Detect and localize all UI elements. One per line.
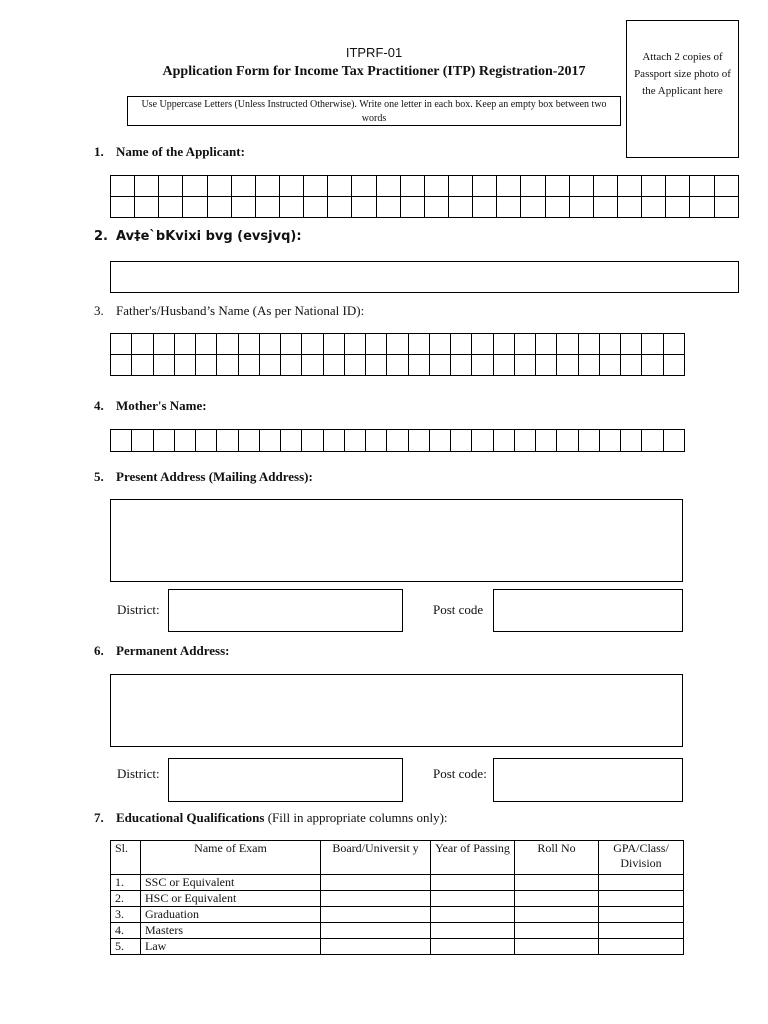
letter-box[interactable]	[159, 197, 183, 218]
district-label: District:	[117, 602, 160, 617]
section-label: Father's/Husband’s Name (As per National ID):	[116, 303, 365, 318]
section-label: Educational Qualifications	[116, 810, 265, 825]
letter-box[interactable]	[642, 176, 666, 197]
row-sl: 4.	[111, 923, 141, 939]
gpa-cell[interactable]	[599, 907, 684, 923]
letter-box[interactable]	[302, 430, 323, 452]
letter-box[interactable]	[448, 197, 472, 218]
letter-box[interactable]	[207, 176, 231, 197]
row-sl: 5.	[111, 939, 141, 955]
gpa-cell[interactable]	[599, 891, 684, 907]
letter-box[interactable]	[304, 197, 328, 218]
letter-box[interactable]	[217, 430, 238, 452]
letter-box[interactable]	[642, 334, 663, 355]
letter-box[interactable]	[111, 430, 132, 452]
letter-box[interactable]	[231, 176, 255, 197]
letter-box[interactable]	[493, 355, 514, 376]
letter-box[interactable]	[663, 355, 685, 376]
table-row	[111, 907, 684, 923]
col-header-board: Board/Universit y	[321, 841, 431, 875]
roll-cell[interactable]	[515, 923, 599, 939]
letter-box[interactable]	[521, 176, 545, 197]
letter-box[interactable]	[196, 334, 217, 355]
letter-box[interactable]	[323, 334, 344, 355]
letter-box[interactable]	[238, 430, 259, 452]
postcode-label: Post code:	[433, 766, 487, 781]
letter-box[interactable]	[663, 430, 685, 452]
letter-box[interactable]	[153, 334, 174, 355]
letter-box[interactable]	[545, 176, 569, 197]
letter-box[interactable]	[621, 355, 642, 376]
letter-box[interactable]	[429, 355, 450, 376]
table-row	[111, 875, 684, 891]
row-exam: Masters	[141, 923, 321, 939]
section-number: 5.	[94, 469, 104, 484]
letter-box[interactable]	[472, 355, 493, 376]
letter-box[interactable]	[352, 176, 376, 197]
letter-box[interactable]	[279, 197, 303, 218]
letter-box[interactable]	[344, 430, 365, 452]
education-header-row	[111, 841, 684, 875]
letter-box[interactable]	[259, 355, 280, 376]
permanent-district-field[interactable]	[168, 758, 403, 802]
section-2-heading	[94, 228, 302, 244]
letter-box[interactable]	[279, 176, 303, 197]
letter-box[interactable]	[578, 355, 599, 376]
letter-box[interactable]	[183, 176, 207, 197]
col-header-roll: Roll No	[515, 841, 599, 875]
letter-box[interactable]	[569, 176, 593, 197]
letter-box[interactable]	[111, 197, 135, 218]
letter-box[interactable]	[593, 197, 617, 218]
district-label: District:	[117, 766, 160, 781]
letter-box[interactable]	[302, 355, 323, 376]
year-cell[interactable]	[431, 939, 515, 955]
board-cell[interactable]	[321, 939, 431, 955]
letter-box[interactable]	[557, 334, 578, 355]
letter-box[interactable]	[153, 355, 174, 376]
letter-box[interactable]	[617, 176, 641, 197]
letter-box[interactable]	[714, 176, 738, 197]
letter-box[interactable]	[497, 176, 521, 197]
letter-box[interactable]	[429, 430, 450, 452]
letter-box[interactable]	[424, 176, 448, 197]
letter-box[interactable]	[352, 197, 376, 218]
father-name-grid[interactable]	[110, 333, 685, 376]
permanent-address-field[interactable]	[110, 674, 683, 747]
letter-box[interactable]	[599, 334, 620, 355]
letter-box[interactable]	[387, 430, 408, 452]
section-number: 7.	[94, 810, 104, 825]
mother-name-grid[interactable]	[110, 429, 685, 452]
letter-box[interactable]	[429, 334, 450, 355]
letter-box[interactable]	[569, 197, 593, 218]
applicant-name-grid[interactable]	[110, 175, 739, 218]
section-5-heading	[94, 469, 313, 485]
section-label: Present Address (Mailing Address):	[116, 469, 313, 484]
permanent-postcode-field[interactable]	[493, 758, 683, 802]
letter-box[interactable]	[304, 176, 328, 197]
board-cell[interactable]	[321, 891, 431, 907]
letter-box[interactable]	[578, 430, 599, 452]
letter-box[interactable]	[451, 334, 472, 355]
letter-box[interactable]	[714, 197, 738, 218]
letter-box[interactable]	[599, 430, 620, 452]
letter-box[interactable]	[536, 355, 557, 376]
year-cell[interactable]	[431, 907, 515, 923]
board-cell[interactable]	[321, 923, 431, 939]
board-cell[interactable]	[321, 875, 431, 891]
letter-box[interactable]	[132, 355, 153, 376]
letter-box[interactable]	[642, 197, 666, 218]
section-number: 6.	[94, 643, 104, 658]
letter-box[interactable]	[255, 197, 279, 218]
roll-cell[interactable]	[515, 891, 599, 907]
section-label: Name of the Applicant:	[116, 144, 245, 159]
letter-box[interactable]	[111, 355, 132, 376]
row-exam: SSC or Equivalent	[141, 875, 321, 891]
gpa-cell[interactable]	[599, 875, 684, 891]
instruction-box: Use Uppercase Letters (Unless Instructed Otherwise). Write one letter in each box. Keep an empty box between two words	[127, 96, 621, 126]
letter-box[interactable]	[259, 334, 280, 355]
section-label-bangla: Av‡e`bKvixi bvg (evsjvq):	[116, 229, 302, 244]
letter-box[interactable]	[593, 176, 617, 197]
letter-box[interactable]	[690, 197, 714, 218]
letter-box[interactable]	[376, 197, 400, 218]
letter-box[interactable]	[183, 197, 207, 218]
col-header-gpa: GPA/Class/ Division	[599, 841, 684, 875]
letter-box[interactable]	[493, 430, 514, 452]
letter-box[interactable]	[666, 197, 690, 218]
letter-box[interactable]	[153, 430, 174, 452]
letter-box[interactable]	[132, 334, 153, 355]
letter-box[interactable]	[132, 430, 153, 452]
letter-box[interactable]	[642, 430, 663, 452]
letter-box[interactable]	[666, 176, 690, 197]
letter-box[interactable]	[344, 355, 365, 376]
letter-box[interactable]	[472, 430, 493, 452]
present-address-field[interactable]	[110, 499, 683, 582]
letter-box[interactable]	[536, 334, 557, 355]
section-number: 1.	[94, 144, 104, 159]
row-sl: 3.	[111, 907, 141, 923]
letter-box-row	[111, 430, 685, 452]
letter-box[interactable]	[302, 334, 323, 355]
letter-box[interactable]	[536, 430, 557, 452]
table-row	[111, 923, 684, 939]
letter-box[interactable]	[545, 197, 569, 218]
row-exam: HSC or Equivalent	[141, 891, 321, 907]
letter-box[interactable]	[451, 355, 472, 376]
letter-box[interactable]	[196, 430, 217, 452]
letter-box[interactable]	[111, 334, 132, 355]
postcode-label: Post code	[433, 602, 484, 617]
letter-box[interactable]	[621, 430, 642, 452]
form-title: Application Form for Income Tax Practitioner (ITP) Registration-2017	[162, 64, 586, 79]
letter-box[interactable]	[344, 334, 365, 355]
letter-box-row	[111, 197, 739, 218]
letter-box[interactable]	[448, 176, 472, 197]
year-cell[interactable]	[431, 923, 515, 939]
bangla-name-field[interactable]	[110, 261, 739, 293]
row-exam: Graduation	[141, 907, 321, 923]
section-6-heading	[94, 643, 230, 659]
section-number: 4.	[94, 398, 104, 413]
letter-box-row	[111, 355, 685, 376]
letter-box[interactable]	[514, 334, 535, 355]
letter-box[interactable]	[323, 355, 344, 376]
gpa-cell[interactable]	[599, 923, 684, 939]
letter-box[interactable]	[323, 430, 344, 452]
letter-box[interactable]	[424, 197, 448, 218]
letter-box[interactable]	[514, 355, 535, 376]
letter-box[interactable]	[642, 355, 663, 376]
letter-box[interactable]	[400, 197, 424, 218]
letter-box[interactable]	[366, 430, 387, 452]
letter-box[interactable]	[521, 197, 545, 218]
letter-box[interactable]	[408, 334, 429, 355]
letter-box[interactable]	[497, 197, 521, 218]
letter-box[interactable]	[174, 334, 195, 355]
education-table	[110, 840, 684, 955]
letter-box[interactable]	[690, 176, 714, 197]
letter-box[interactable]	[217, 355, 238, 376]
col-header-exam: Name of Exam	[141, 841, 321, 875]
board-cell[interactable]	[321, 907, 431, 923]
roll-cell[interactable]	[515, 907, 599, 923]
year-cell[interactable]	[431, 875, 515, 891]
letter-box[interactable]	[366, 334, 387, 355]
letter-box[interactable]	[217, 334, 238, 355]
section-label: Permanent Address:	[116, 643, 230, 658]
letter-box[interactable]	[281, 355, 302, 376]
letter-box[interactable]	[238, 355, 259, 376]
letter-box[interactable]	[281, 430, 302, 452]
letter-box[interactable]	[376, 176, 400, 197]
letter-box[interactable]	[259, 430, 280, 452]
letter-box-row	[111, 334, 685, 355]
row-sl: 2.	[111, 891, 141, 907]
letter-box[interactable]	[196, 355, 217, 376]
photo-box[interactable]: Attach 2 copies of Passport size photo of the Applicant here	[626, 20, 739, 158]
letter-box[interactable]	[387, 334, 408, 355]
table-row	[111, 891, 684, 907]
letter-box[interactable]	[621, 334, 642, 355]
section-number: 3.	[94, 303, 104, 318]
section-3-heading	[94, 303, 364, 319]
col-header-year: Year of Passing	[431, 841, 515, 875]
letter-box[interactable]	[111, 176, 135, 197]
section-4-heading	[94, 398, 207, 414]
col-header-sl: Sl.	[111, 841, 141, 875]
gpa-cell[interactable]	[599, 939, 684, 955]
letter-box-row	[111, 176, 739, 197]
letter-box[interactable]	[472, 334, 493, 355]
letter-box[interactable]	[557, 355, 578, 376]
form-code: ITPRF-01	[345, 45, 403, 60]
letter-box[interactable]	[578, 334, 599, 355]
letter-box[interactable]	[135, 197, 159, 218]
letter-box[interactable]	[174, 355, 195, 376]
roll-cell[interactable]	[515, 939, 599, 955]
letter-box[interactable]	[159, 176, 183, 197]
roll-cell[interactable]	[515, 875, 599, 891]
section-1-heading	[94, 144, 245, 160]
letter-box[interactable]	[135, 176, 159, 197]
letter-box[interactable]	[366, 355, 387, 376]
letter-box[interactable]	[231, 197, 255, 218]
letter-box[interactable]	[238, 334, 259, 355]
letter-box[interactable]	[451, 430, 472, 452]
letter-box[interactable]	[328, 176, 352, 197]
letter-box[interactable]	[599, 355, 620, 376]
section-label: Mother's Name:	[116, 398, 207, 413]
letter-box[interactable]	[473, 176, 497, 197]
letter-box[interactable]	[281, 334, 302, 355]
letter-box[interactable]	[617, 197, 641, 218]
table-row	[111, 939, 684, 955]
letter-box[interactable]	[514, 430, 535, 452]
present-district-field[interactable]	[168, 589, 403, 632]
row-exam: Law	[141, 939, 321, 955]
letter-box[interactable]	[408, 355, 429, 376]
section-number: 2.	[94, 229, 108, 244]
letter-box[interactable]	[174, 430, 195, 452]
letter-box[interactable]	[473, 197, 497, 218]
letter-box[interactable]	[328, 197, 352, 218]
letter-box[interactable]	[408, 430, 429, 452]
section-note: (Fill in appropriate columns only):	[267, 810, 448, 825]
letter-box[interactable]	[387, 355, 408, 376]
letter-box[interactable]	[400, 176, 424, 197]
letter-box[interactable]	[493, 334, 514, 355]
letter-box[interactable]	[557, 430, 578, 452]
letter-box[interactable]	[207, 197, 231, 218]
section-7-heading	[94, 810, 448, 826]
letter-box[interactable]	[255, 176, 279, 197]
letter-box[interactable]	[663, 334, 685, 355]
present-postcode-field[interactable]	[493, 589, 683, 632]
row-sl: 1.	[111, 875, 141, 891]
year-cell[interactable]	[431, 891, 515, 907]
